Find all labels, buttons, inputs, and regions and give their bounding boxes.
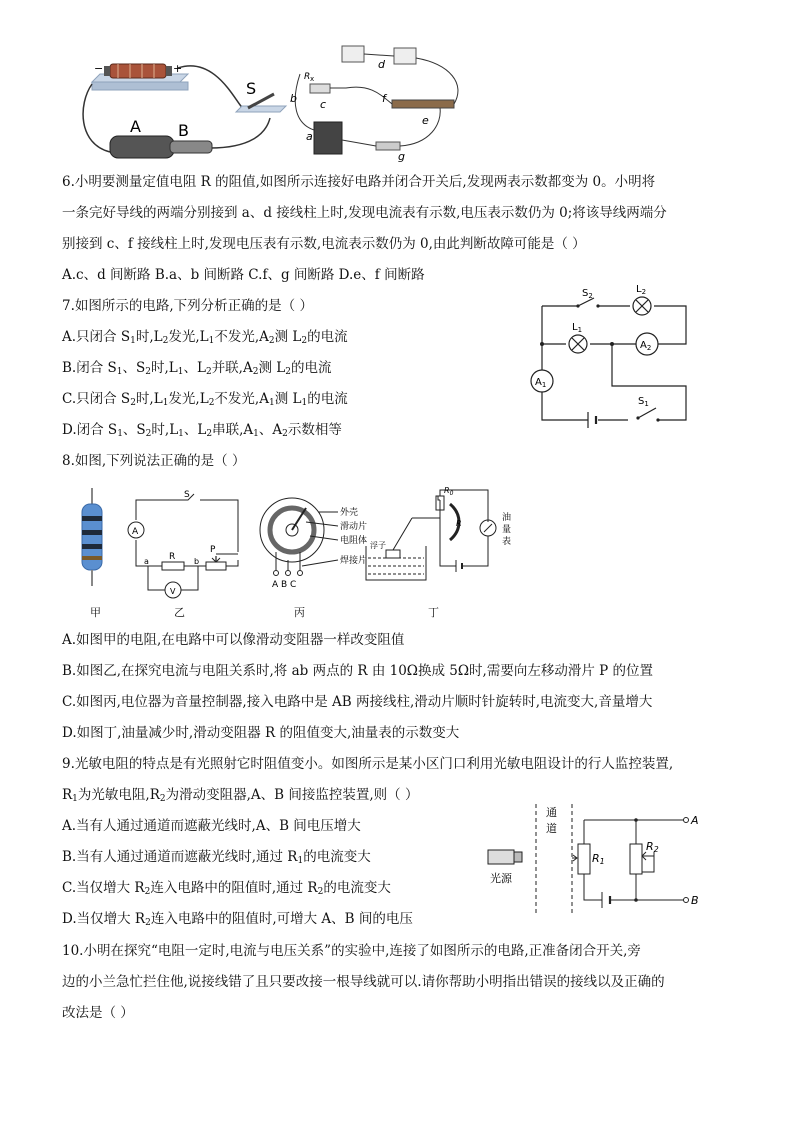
label-b: b (290, 92, 297, 105)
q10-line2: 边的小兰急忙拦住他,说接线错了且只要改接一根导线就可以.请你帮助小明指出错误的接线以及正确的 (62, 974, 665, 990)
q7-fig-L1: $L_1$ (572, 322, 583, 334)
q8-yi-R: R (169, 552, 176, 562)
q8-option-D: D.如图丁,油量减少时,滑动变阻器 R 的阻值变大,油量表的示数变大 (62, 725, 460, 741)
q8-ding-R0: $R_0$ (444, 486, 454, 497)
q6-options: A.c、d 间断路 B.a、b 间断路 C.f、g 间断路 D.e、f 间断路 (62, 267, 425, 283)
q8-bing-shell: 外壳 (340, 508, 359, 518)
q8-caption-jia: 甲 (90, 606, 101, 619)
q9-monitor-circuit (484, 800, 704, 920)
q6-line3: 别接到 c、f 接线柱上时,发现电压表有示数,电流表示数仍为 0,由此判断故障可能是（ ） (62, 236, 586, 252)
q9-fig-channel-1: 通 (546, 806, 557, 819)
q8-bing-solder-tab: 焊接片 (340, 556, 368, 566)
q8-bing-resistor-body: 电阻体 (340, 536, 368, 546)
q9-fig-R1: R1 (592, 852, 605, 866)
q8-yi-b: b (194, 557, 200, 566)
q8-option-C: C.如图丙,电位器为音量控制器,接入电路中是 AB 两接线柱,滑动片顺时针旋转时,电流变大,音量增大 (62, 694, 653, 710)
q8-yi-P: P (210, 545, 216, 555)
label-B: B (178, 121, 189, 140)
q7-stem: 7.如图所示的电路,下列分析正确的是（ ） (62, 298, 313, 314)
q9-fig-B: B (691, 894, 699, 907)
q9-line1: 9.光敏电阻的特点是有光照射它时阻值变小。如图所示是某小区门口利用光敏电阻设计的行人监控装置, (62, 756, 674, 772)
label-e: e (422, 114, 429, 127)
label-S: S (246, 79, 257, 98)
q6-line2: 一条完好导线的两端分别接到 a、d 接线柱上时,发现电流表有示数,电压表示数仍为 0;将该导线两端分 (62, 205, 667, 221)
q9-fig-light-source: 光源 (490, 872, 512, 885)
q8-fig-bing-potentiometer (260, 498, 338, 576)
q7-option-B: B.闭合 $S_1$、$S_2$时$,L_1$、$L_2$并联$,A_2$测 $L_2$的电流 (62, 360, 332, 377)
q9-fig-A: A (691, 814, 699, 827)
q9-option-C: C.当仅增大 $R_2$连入电路中的阻值时,通过 $R_2$的电流变大 (62, 880, 391, 897)
label-f: f (382, 92, 386, 105)
q8-yi-S: S (184, 490, 190, 500)
q9-option-D: D.当仅增大 $R_2$连入电路中的阻值时,可增大 A、B 间的电压 (62, 911, 413, 928)
q8-fig-jia-resistor (82, 488, 102, 586)
label-Rx-sub: x (310, 75, 315, 83)
q7-circuit-diagram (528, 282, 698, 432)
q8-bing-ABC: A B C (272, 580, 297, 590)
plus-label: + (173, 62, 183, 75)
label-c: c (320, 98, 327, 111)
q8-ding-float: 浮子 (370, 541, 386, 550)
q8-ding-R: R (456, 519, 462, 528)
minus-label: − (94, 62, 104, 75)
q8-bing-slider: 滑动片 (340, 522, 368, 532)
q8-option-A: A.如图甲的电阻,在电路中可以像滑动变阻器一样改变阻值 (62, 632, 405, 648)
q8-option-B: B.如图乙,在探究电流与电阻关系时,将 ab 两点的 R 由 10Ω换成 5Ω时,需要向左移动滑片 P 的位置 (62, 663, 654, 679)
q9-option-B: B.当有人通过通道而遮蔽光线时,通过 $R_1$的电流变大 (62, 849, 371, 866)
label-R: R (304, 72, 311, 82)
q7-fig-L2: $L_2$ (636, 284, 647, 296)
label-a: a (306, 130, 313, 143)
q7-option-D: D.闭合 $S_1$、$S_2$时$,L_1$、$L_2$串联$,A_1$、$A_2$示数相等 (62, 422, 342, 439)
label-A: A (130, 117, 141, 136)
q7-fig-A1: $A_1$ (535, 377, 547, 389)
q10-line3: 改法是（ ） (62, 1005, 134, 1021)
q9-fig-R2: R2 (646, 840, 659, 854)
q8-caption-bing: 丙 (294, 606, 305, 619)
q9-line2: $R_1$为光敏电阻$,R_2$为滑动变阻器,A、B 间接监控装置,则（ ） (62, 787, 419, 804)
q8-fig-yi-circuit (128, 494, 238, 598)
q10-line1: 10.小明在探究“电阻一定时,电流与电压关系”的实验中,连接了如图所示的电路,正准备闭合开关,旁 (62, 943, 641, 959)
q8-yi-a: a (144, 557, 149, 566)
q7-fig-S2: $S_2$ (582, 288, 593, 300)
q8-yi-V: V (170, 587, 176, 596)
q8-ding-gauge-2: 量 (502, 525, 512, 535)
q8-fig-ding-fuel-gauge (366, 490, 496, 580)
q8-ding-gauge-3: 表 (502, 537, 512, 547)
q8-caption-yi: 乙 (174, 606, 185, 619)
q6-line1: 6.小明要测量定值电阻 R 的阻值,如图所示连接好电路并闭合开关后,发现两表示数都变为 0。小明将 (62, 174, 656, 190)
q9-option-A: A.当有人通过通道而遮蔽光线时,A、B 间电压增大 (62, 818, 361, 834)
q8-stem: 8.如图,下列说法正确的是（ ） (62, 453, 246, 469)
q7-option-A: A.只闭合 $S_1$时$,L_2$发光$,L_1$不发光$,A_2$测 $L_2$的电流 (62, 329, 348, 346)
q8-caption-ding: 丁 (428, 606, 439, 619)
top-circuit-figure (70, 44, 490, 166)
q8-ding-gauge-1: 油 (502, 513, 512, 523)
q7-option-C: C.只闭合 $S_2$时$,L_1$发光$,L_2$不发光$,A_1$测 $L_1$的电流 (62, 391, 348, 408)
q7-fig-S1: $S_1$ (638, 396, 649, 408)
q8-yi-A: A (132, 527, 139, 537)
label-d: d (378, 58, 385, 71)
label-g: g (398, 150, 405, 163)
q7-fig-A2: $A_2$ (640, 340, 652, 352)
q9-fig-channel-2: 道 (546, 822, 557, 835)
